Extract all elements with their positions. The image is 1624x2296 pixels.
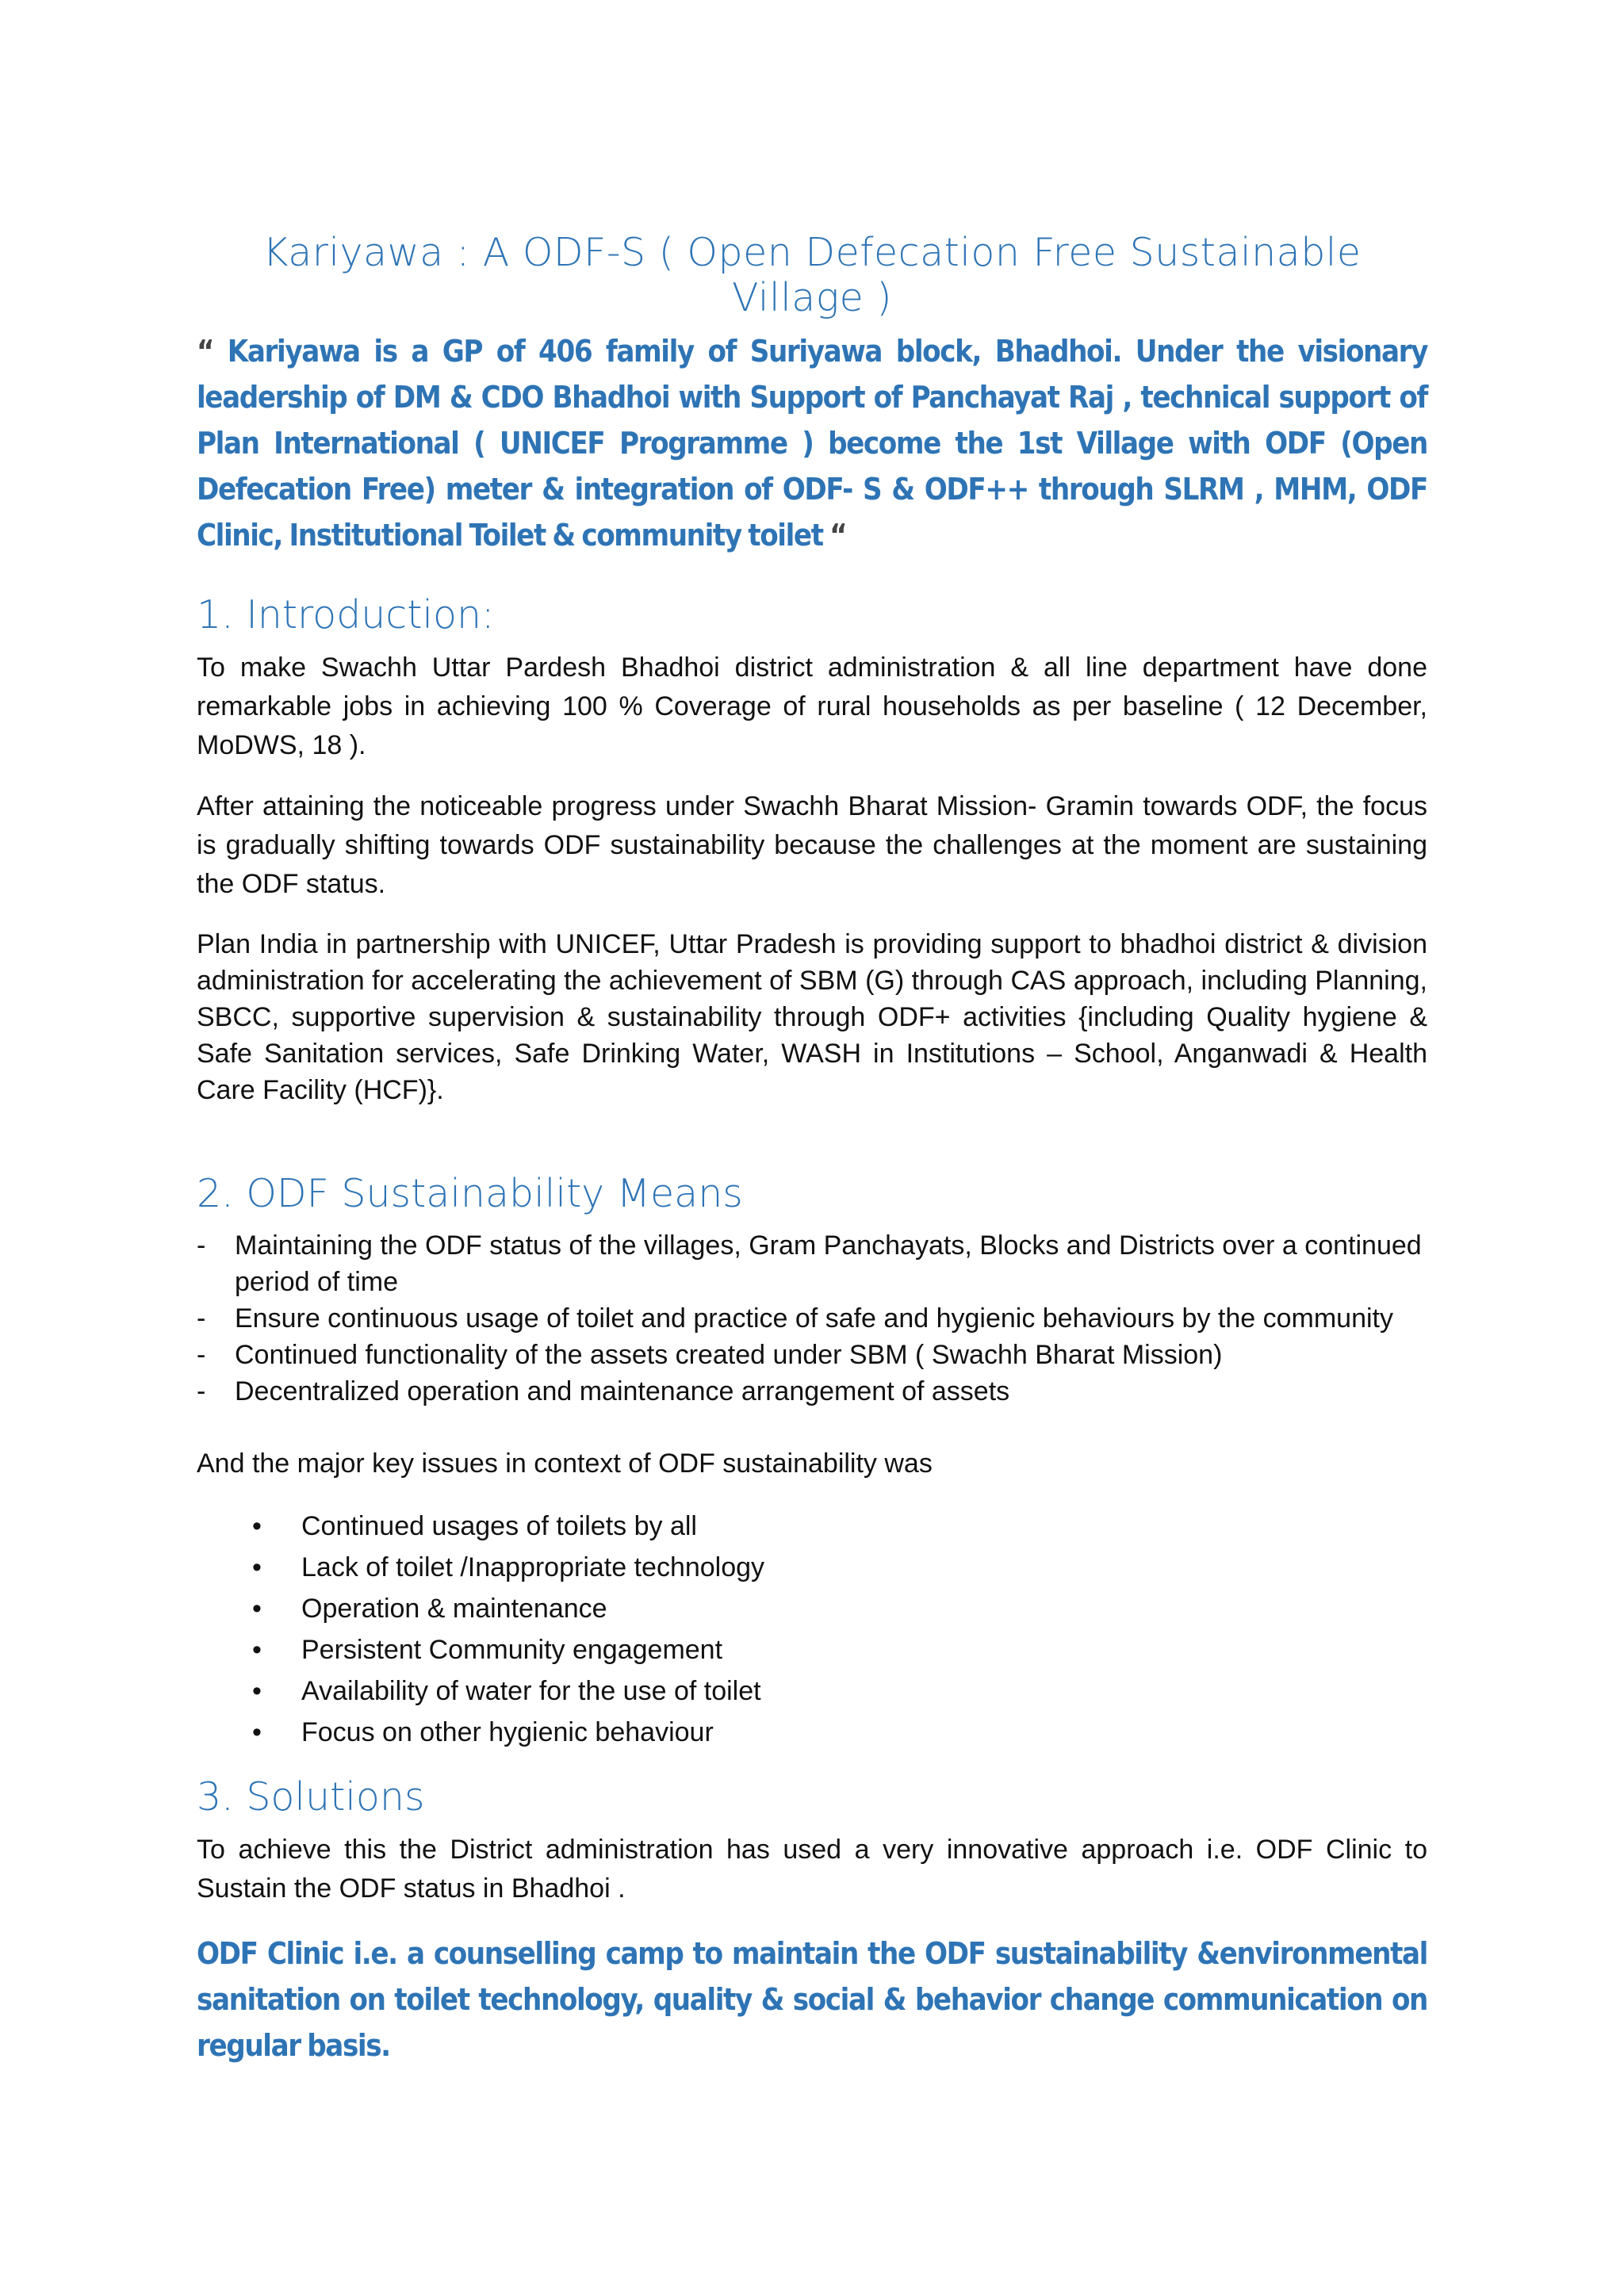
list-item-text: Lack of toilet /Inappropriate technology: [301, 1552, 765, 1582]
list-item: [252, 1588, 1427, 1629]
list-item: [252, 1506, 1427, 1547]
sustainability-heading: 2. ODF Sustainability Means: [197, 1171, 743, 1216]
list-item: [252, 1670, 1427, 1712]
solutions-paragraph: To achieve this the District administration has used a very innovative approach i.e. ODF Clinic to Sustain the ODF status in Bhadhoi .: [197, 1835, 1427, 1904]
introduction-paragraph-1: To make Swachh Uttar Pardesh Bhadhoi district administration & all line department have done remarkable jobs in achieving 100 % Coverage of rural households as per baseline ( 12 December, MoDWS, 18 ).: [197, 652, 1427, 760]
solutions-heading: 3. Solutions: [197, 1774, 425, 1820]
list-item-text: Continued functionality of the assets created under SBM ( Swachh Bharat Mission): [235, 1340, 1223, 1370]
introduction-paragraph-2: After attaining the noticeable progress under Swachh Bharat Mission- Gramin towards ODF, the focus is gradually shifting towards ODF sustainability because the challenges at the moment are sustaining the ODF status.: [197, 791, 1427, 899]
solutions-section: [197, 1772, 1427, 2068]
close-quote-mark: “: [829, 518, 847, 553]
dash-marker: -: [197, 1230, 206, 1261]
bullet-marker: •: [252, 1511, 262, 1541]
introduction-heading: 1. Introduction:: [197, 592, 495, 637]
list-item: [197, 1300, 1427, 1337]
introduction-section: [197, 590, 1427, 1108]
bullet-marker: •: [252, 1635, 262, 1665]
document-title: Kariyawa : A ODF-S ( Open Defecation Free Sustainable Village ): [262, 230, 1362, 320]
bullet-marker: •: [252, 1717, 262, 1747]
section-spacer: [197, 1131, 1427, 1169]
list-item-text: Decentralized operation and maintenance arrangement of assets: [235, 1376, 1010, 1406]
bullet-marker: •: [252, 1552, 262, 1582]
list-item: [197, 1373, 1427, 1410]
list-item: [197, 1227, 1427, 1300]
dash-marker: -: [197, 1303, 206, 1334]
list-item-text: Continued usages of toilets by all: [301, 1511, 697, 1541]
list-item-text: Maintaining the ODF status of the villages, Gram Panchayats, Blocks and Districts over a continued period of time: [235, 1230, 1422, 1297]
list-item-text: Focus on other hygienic behaviour: [301, 1717, 714, 1747]
list-item-text: Persistent Community engagement: [301, 1635, 723, 1665]
introduction-paragraph-3: Plan India in partnership with UNICEF, Uttar Pradesh is providing support to bhadhoi district & division administration for accelerating the achievement of SBM (G) through CAS approach, including Planning, SBCC, supportive supervision & sustainability through ODF+ activities {including Quality hygiene & Safe Sanitation services, Safe Drinking Water, WASH in Institutions – School, Anganwadi & Health Care Facility (HCF)}.: [197, 929, 1427, 1105]
list-item: [197, 1337, 1427, 1373]
dash-marker: -: [197, 1340, 206, 1370]
list-item: [252, 1712, 1427, 1753]
intro-highlight-quote: [197, 328, 1427, 558]
sustainability-points-list: [197, 1227, 1427, 1410]
issues-intro: And the major key issues in context of ODF sustainability was: [197, 1448, 933, 1479]
bullet-marker: •: [252, 1594, 262, 1624]
list-item: [252, 1629, 1427, 1670]
bullet-marker: •: [252, 1676, 262, 1706]
list-item-text: Operation & maintenance: [301, 1594, 607, 1624]
list-item-text: Ensure continuous usage of toilet and practice of safe and hygienic behaviours by the community: [235, 1303, 1393, 1334]
intro-highlight-text: Kariyawa is a GP of 406 family of Suriyawa block, Bhadhoi. Under the visionary leadership of DM & CDO Bhadhoi with Support of Panchayat Raj , technical support of Plan International ( UNICEF Programme ) become the 1st Village with ODF (Open Defecation Free) meter & integration of ODF- S & ODF++ through SLRM , MHM, ODF Clinic, Institutional Toilet & community toilet: [197, 334, 1427, 553]
sustainability-section: [197, 1169, 1427, 1753]
list-item-text: Availability of water for the use of toilet: [301, 1676, 761, 1706]
key-issues-list: [197, 1506, 1427, 1753]
solutions-highlight: ODF Clinic i.e. a counselling camp to maintain the ODF sustainability &environmental sanitation on toilet technology, quality & social & behavior change communication on regular basis.: [197, 1936, 1427, 2063]
open-quote-mark: “: [197, 334, 214, 369]
dash-marker: -: [197, 1376, 206, 1406]
list-item: [252, 1547, 1427, 1588]
